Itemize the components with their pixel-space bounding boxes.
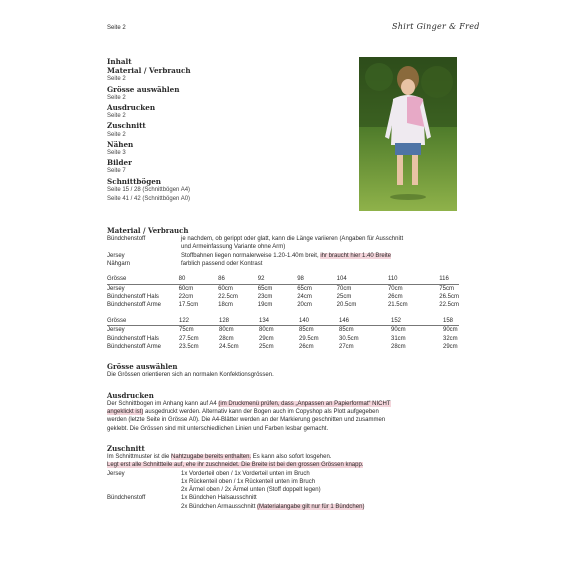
table-cell: 20.5cm bbox=[336, 302, 357, 309]
highlight: angeklickt ist) bbox=[107, 409, 144, 416]
table-cell: 28cm bbox=[391, 344, 406, 351]
table-cell: Jersey bbox=[107, 327, 125, 334]
material-row bbox=[107, 260, 459, 268]
size-header-cell: 152 bbox=[391, 317, 443, 326]
spacer bbox=[107, 433, 459, 444]
table-cell: 30.5cm bbox=[339, 335, 359, 342]
table-cell: 26.5cm bbox=[439, 294, 459, 300]
table-row bbox=[107, 301, 459, 309]
table-cell: 27.5cm bbox=[179, 335, 199, 342]
table-cell: 32cm bbox=[443, 335, 458, 342]
table-cell: 26cm bbox=[299, 344, 314, 351]
material-row bbox=[107, 503, 459, 511]
size-header-cell: 140 bbox=[299, 317, 339, 326]
ausdrucken-line-3: werden (letzte Seite in Grösse A0). Die A4-Blätter werden an der Markierung geschnitten und zusammen bbox=[107, 417, 386, 424]
table-cell: Bündchenstoff Hals bbox=[107, 294, 159, 300]
text-span: ausgedruckt werden. Alternativ kann der Bogen auch im Copyshop als Plott aufgegeben bbox=[143, 409, 379, 416]
table-cell: Jersey bbox=[107, 285, 125, 292]
table-cell: 23.5cm bbox=[179, 344, 199, 351]
row-text: farblich passend oder Kontrast bbox=[181, 260, 263, 267]
size-header-cell: 110 bbox=[388, 275, 439, 284]
table-cell: 18cm bbox=[218, 302, 233, 309]
page-label: Seite 2 bbox=[107, 25, 126, 31]
table-cell: 22cm bbox=[178, 294, 194, 300]
row-value bbox=[181, 478, 459, 486]
size-header-row bbox=[107, 317, 459, 326]
row-text: und Armeinfassung Variante ohne Arm) bbox=[181, 244, 286, 251]
table-cell: 21.5cm bbox=[387, 302, 408, 309]
toc-page-ref: Seite 3 bbox=[107, 150, 126, 157]
table-cell: 85cm bbox=[299, 327, 314, 334]
toc-heading: Bilder bbox=[107, 158, 132, 168]
child-photo bbox=[359, 57, 457, 211]
table-cell: 28cm bbox=[219, 335, 234, 342]
text-span: Im Schnittmuster ist die bbox=[107, 453, 172, 460]
main-content bbox=[107, 226, 459, 511]
table-cell: 85cm bbox=[339, 327, 354, 334]
table-row bbox=[107, 293, 459, 301]
material-list bbox=[107, 235, 459, 268]
highlight: Legt erst alle Schnittteile auf, ehe ihr zuschneidet. Die Breite ist bei den grossen Grössen knapp. bbox=[107, 462, 364, 469]
material-row bbox=[107, 486, 459, 494]
table-cell: 65cm bbox=[257, 285, 273, 292]
row-value bbox=[181, 260, 459, 268]
size-header-cell: 104 bbox=[337, 275, 388, 284]
table-cell: 22.5cm bbox=[218, 294, 238, 300]
table-cell: 60cm bbox=[218, 285, 233, 292]
size-table-1 bbox=[107, 275, 459, 310]
table-cell: 75cm bbox=[439, 285, 454, 292]
table-cell: 31cm bbox=[391, 335, 406, 342]
ausdrucken-line-4: geklebt. Die Grössen sind mit unterschiedlichen Linien und Farben lesbar gemacht. bbox=[107, 425, 329, 432]
row-label bbox=[107, 478, 181, 486]
table-cell: Bündchenstoff Hals bbox=[107, 335, 159, 342]
row-text: Stoffbahnen liegen normalerweise 1.20-1.40m breit, bbox=[181, 252, 321, 259]
row-text: je nachdem, ob gerippt oder glatt, kann die Länge variieren (Angaben für Ausschnitt bbox=[181, 236, 404, 242]
text-span: Es kann also sofort losgehen. bbox=[251, 453, 332, 460]
material-title: Material / Verbrauch bbox=[107, 226, 189, 235]
toc-page-ref: Seite 2 bbox=[107, 113, 126, 120]
table-row bbox=[107, 284, 459, 293]
size-header-cell: Grösse bbox=[107, 317, 179, 326]
toc-heading: Material / Verbrauch bbox=[107, 66, 191, 76]
toc-heading: Schnittbögen bbox=[107, 176, 162, 186]
table-cell: Bündchenstoff Arme bbox=[107, 344, 161, 351]
zuschnitt-line-2 bbox=[107, 461, 459, 469]
table-cell: 70cm bbox=[387, 285, 403, 292]
size-header-cell: 92 bbox=[258, 275, 297, 284]
table-cell: 27cm bbox=[339, 344, 354, 351]
material-row bbox=[107, 235, 459, 243]
size-header-row bbox=[107, 275, 459, 284]
highlight: (im Druckmenü prüfen, dass „Anpassen an Papierformat“ NICHT bbox=[218, 400, 391, 407]
zuschnitt-line-1 bbox=[107, 453, 459, 461]
row-label: Bündchenstoff bbox=[107, 495, 146, 502]
row-label: Nähgarn bbox=[107, 260, 131, 267]
row-text: 1x Vorderteil oben / 1x Vorderteil unten im Bruch bbox=[181, 470, 310, 477]
table-cell: 60cm bbox=[178, 285, 194, 292]
row-value bbox=[181, 494, 459, 502]
toc-heading: Grösse auswählen bbox=[107, 84, 180, 94]
table-cell: 90cm bbox=[443, 327, 458, 334]
row-text: 1x Bündchen Halsausschnitt bbox=[181, 495, 257, 502]
row-label: Jersey bbox=[107, 252, 125, 259]
table-cell: 29cm bbox=[443, 344, 458, 351]
table-cell: 75cm bbox=[179, 327, 194, 334]
toc-heading: Zuschnitt bbox=[107, 121, 146, 131]
size-table-2 bbox=[107, 317, 459, 352]
table-cell: 26cm bbox=[387, 294, 403, 300]
highlight: ihr braucht hier 1.40 Breite bbox=[320, 252, 392, 259]
table-cell: 19cm bbox=[257, 302, 273, 309]
table-cell: 80cm bbox=[219, 327, 234, 334]
table-cell: Bündchenstoff Arme bbox=[107, 302, 161, 309]
ausdrucken-line-2 bbox=[107, 408, 459, 416]
toc-page-ref: Seite 7 bbox=[107, 168, 126, 175]
spacer bbox=[107, 380, 459, 391]
table-cell: 70cm bbox=[336, 285, 352, 292]
table-of-contents bbox=[107, 57, 337, 204]
size-header-cell: 80 bbox=[179, 275, 219, 284]
toc-items bbox=[107, 66, 337, 204]
material-row bbox=[107, 243, 459, 251]
spacer bbox=[107, 268, 459, 275]
row-value bbox=[181, 503, 459, 511]
size-header-cell: 134 bbox=[259, 317, 299, 326]
toc-heading: Nähen bbox=[107, 139, 134, 149]
table-row bbox=[107, 343, 459, 351]
table-cell: 25cm bbox=[336, 294, 352, 300]
child-photo-illustration bbox=[359, 57, 457, 211]
row-value bbox=[181, 252, 459, 260]
material-row bbox=[107, 478, 459, 486]
ausdrucken-line-1 bbox=[107, 400, 459, 408]
material-row bbox=[107, 494, 459, 502]
size-header-cell: 116 bbox=[439, 275, 459, 284]
material-row bbox=[107, 252, 459, 260]
row-label bbox=[107, 503, 181, 511]
toc-page-ref: Seite 2 bbox=[107, 131, 126, 138]
size-header-cell: 86 bbox=[218, 275, 258, 284]
size-header-cell: 128 bbox=[219, 317, 259, 326]
size-header-cell: Grösse bbox=[107, 275, 179, 284]
row-value bbox=[181, 486, 459, 494]
row-label bbox=[107, 243, 181, 251]
material-row bbox=[107, 470, 459, 478]
table-cell: 29.5cm bbox=[299, 335, 319, 342]
row-value bbox=[181, 243, 459, 251]
table-cell: 90cm bbox=[391, 327, 406, 334]
toc-page-ref: Seite 2 bbox=[107, 76, 126, 83]
text-span: Der Schnittbogen im Anhang kann auf A4 bbox=[107, 400, 219, 407]
highlight: (Materialangabe gilt nur für 1 Bündchen) bbox=[257, 503, 365, 510]
zuschnitt-list bbox=[107, 470, 459, 511]
table-cell: 29cm bbox=[259, 335, 274, 342]
row-text: 1x Rückenteil oben / 1x Rückenteil unten im Bruch bbox=[181, 478, 316, 485]
brand-logo: Shirt Ginger & Fred bbox=[392, 22, 480, 31]
row-value bbox=[181, 235, 459, 243]
size-header-cell: 122 bbox=[179, 317, 219, 326]
toc-page-ref: Seite 15 / 28 (Schnittbögen A4) bbox=[107, 186, 191, 193]
zuschnitt-title: Zuschnitt bbox=[107, 443, 145, 453]
table-cell: 24cm bbox=[297, 294, 312, 300]
table-cell: 80cm bbox=[259, 327, 274, 334]
table-cell: 65cm bbox=[297, 285, 312, 292]
toc-page-ref: Seite 41 / 42 (Schnittbögen A0) bbox=[107, 196, 191, 203]
size-header-cell: 146 bbox=[339, 317, 391, 326]
groesse-title: Grösse auswählen bbox=[107, 362, 178, 372]
table-cell: 25cm bbox=[259, 344, 274, 351]
ausdrucken-title: Ausdrucken bbox=[107, 390, 154, 400]
spacer bbox=[107, 310, 459, 317]
table-cell: 24.5cm bbox=[219, 344, 239, 351]
row-label: Bündchenstoff bbox=[107, 236, 146, 242]
highlight: Nahtzugabe bereits enthalten. bbox=[171, 453, 252, 460]
table-row bbox=[107, 326, 459, 335]
row-label: Jersey bbox=[107, 470, 125, 477]
table-cell: 20cm bbox=[297, 302, 312, 309]
row-label bbox=[107, 486, 181, 494]
table-cell: 22.5cm bbox=[439, 302, 459, 309]
toc-title: Inhalt bbox=[107, 57, 132, 66]
size-header-cell: 158 bbox=[443, 317, 459, 326]
row-text: 2x Ärmel oben / 2x Ärmel unten (Stoff doppelt legen) bbox=[181, 487, 321, 494]
groesse-text: Die Grössen orientieren sich an normalen Konfektionsgrössen. bbox=[107, 372, 274, 379]
toc-page-ref: Seite 2 bbox=[107, 94, 126, 101]
toc-heading: Ausdrucken bbox=[107, 103, 156, 113]
table-cell: 17.5cm bbox=[178, 302, 199, 309]
table-row bbox=[107, 335, 459, 343]
size-header-cell: 98 bbox=[297, 275, 336, 284]
spacer bbox=[107, 351, 459, 362]
row-value bbox=[181, 470, 459, 478]
table-cell: 23cm bbox=[257, 294, 273, 300]
row-text: 2x Bündchen Armausschnitt bbox=[181, 503, 258, 510]
